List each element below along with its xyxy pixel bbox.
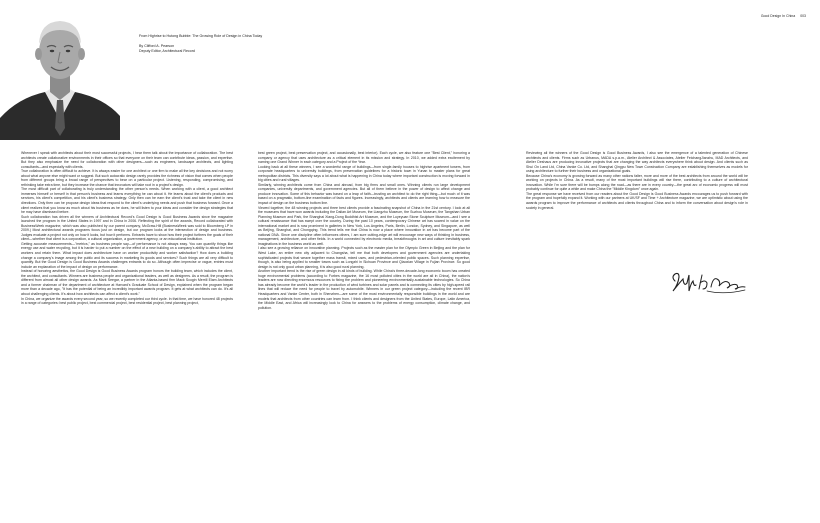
column-1 [21,151,233,509]
author-portrait [0,0,120,140]
running-title: Good Design In China [760,14,796,18]
article-title: From Highrise to Hutong Bubble: The Growing Role of Design in China Today [139,34,263,38]
paragraph: The great response we have received from our readers about the Good Design is Good Business Awards encourages us to push forward with the program and hopefully expand it. Working with our partners at UK/SF and Time + Architecture magazine, we are optimistic about using the awards program to improve the performance of architects and clients throughout China and to inform the conversation about design's role in society in general. [526,191,748,210]
paragraph: In China, we organize the awards every second year, so we recently completed our third cycle. In that time, we have honored 48 projects in a range of categories: best public project, best commercial project, best residential project, best planning project, [21,296,233,306]
author-signature [669,269,749,299]
running-head [761,14,806,18]
paragraph: Getting accurate measurements—"metrics," as business people say—of performance is not always easy. You can quantify things like energy use and water recycling, but it is harder to put a number on the effect of a new building on a company's ability to attract the best workers and retain them. What impact does architecture have on worker productivity and worker satisfaction? How does a building change a company's image among the public and its success in marketing its goods and services? Such things are all very difficult to quantify. But the Good Design is Good Business Awards challenges entrants to do so. Although often imprecise or vague, entries must include an explanation of the impact of design on performance. [21,241,233,269]
paragraph: I also see a growing reliance on innovative planning. Projects such as the master plan for the Olympic Green in Beijing and the plan for West Lake, an entire new city adjacent to Changsha, tell me that both developers and government agencies are undertaking sophisticated projects that weave together mass transit, mixed uses, and pedestrian-oriented public spaces. Such planning expertise, though, is also being applied to smaller towns such as Longzhi in Sichuan Province and Qiaoxian Village in Fujian Province. So good design is not only good urban planning, it is also good rural planning. [258,246,470,269]
page-number: 003 [800,14,806,18]
column-3 [526,151,748,509]
paragraph: Whenever I speak with architects about their most successful projects, I hear them talk about the importance of collaboration. The best architects create collaborative environments in their offices so that everyone on their team can contribute ideas, passion, and expertise. But they also emphasize the need for collaboration with other designers—such as engineers, landscape architects, and lighting consultants—and especially with clients. [21,151,233,169]
paragraph: The most difficult part of collaborating is truly understanding the other person's needs. When working with a client, a good architect immerses himself or herself in that person's business and learns everything he can about it. He learns about the client's products and services, his client's competition, and his client's business strategy. Only then can he earn the client's trust and take the client in new directions. Only then can he propose design ideas that respond to the client's underlying needs and push that business forward. Once a client realizes that you know as much about his business as he does, he will listen to your ideas and consider the design strategies that he may have dismissed before. [21,187,233,215]
column-2 [258,151,470,509]
paragraph: Such collaboration has driven all the winners of Architectural Record's Good Design is Good Business Awards since the magazine launched the program in the United States in 1997 and in China in 2006. Reflecting the spirit of the awards, Record collaborated with BusinessWeek magazine, which was also published by our parent company, McGraw-Hill (BusinessWeek was sold to Bloomberg LP in 2009.) Most architectural awards programs focus just on design, but our program looks at the intersection of design and business. Judges evaluate a project not only on how it looks, but how it performs. Entrants have to show how their project furthers the goals of their client—whether that client is a corporation, a cultural organization, a government agency, or an educational institution. [21,214,233,242]
article-title-block [139,34,399,53]
signature-icon [669,269,749,299]
author-photo-icon [0,0,120,140]
paragraph: Because China's economy is growing forward as many other nations falter, more and more of the best architects from around the world will be working on projects in China. As a result, many of the most important buildings will rise there, contributing to a culture of architectural innovation. While I'm sure there will be bumps along the road—as there are in every country—the great arc of economic progress will most probably continue for quite a while and make China the "Middle Kingdom" once again. [526,173,748,192]
author-role: Deputy Editor, Architectural Record [139,48,195,53]
paragraph: Instead of honoring aesthetics, the Good Design is Good Business Awards program honors the building team, which includes the client, the architect, and consultants. Winners are business people and organizational leaders, as well as designers. As a result, the program is different from almost all other design awards. As Mark Seegar, a partner in the Atlanta-based firm Mack Scogin Merrill Elam Architects and a former chairman of the department of architecture at Harvard's Graduate School of Design, explained when the program began more than a decade ago, "It has the potential of being an incredibly important awards program. It gets at what architects can do. It's all about challenging clients. It's about how architects can affect a client's work." [21,269,233,296]
byline: By Clifford A. Pearson [139,43,175,48]
paragraph: Reviewing all the winners of the Good Design is Good Business Awards, I also see the emergence of a talented generation of Chinese architects and clients. Firms such as Urbanus, MADA s.p.a.m., Atelier Architect & Associates, Atelier FeichangJianzhu, MAD Architects, and Atelier Deshaus are producing innovative projects that are changing the way architects everywhere think about design. And clients such as Shui On Land Ltd, China Vanke Co. Ltd, and Shanghai Qingpu New Town Construction Company are establishing themselves as models for using architecture to further their business and organizational goals. [526,151,748,174]
paragraph: best green project, best preservation project, and occasionally, best interior). Each cycle, we also feature one "Best Client," honoring a company or agency that uses architecture as a critical element in its mission and strategy. In 2010, we added extra excitement by naming one Grand Winner in each category and a Project of the Year. [258,151,470,165]
paragraph: Viewed together, the 48 winning projects and three best clients provide a fascinating snapshot of China in the 21st century. I look at all the museums that have won awards including the Dalian Art Museum, the Liangzhu Museum, the Suzhou Museum, the Tangshan Urban Planning Museum and Park, the Shanghai Xiang-Dong Buddhist Art Museum, and the Luyeyuan Stone Sculpture Museum—and I see a cultural renaissance that has swept over the country. During the past 10 years, contemporary Chinese art has soared in value on the international market and is now prominent in galleries in New York, Los Angeles, Paris, Berlin, London, Sydney, and Singapore, as well as Beijing, Shanghai, and Chongqing. This trend tells me that China is now a place where innovation in art has become part of the national DNA. Since one discipline often influences others, I am sure cutting-edge art will encourage new ways of thinking in business, management, architecture, and other fields. In a world connected by electronic media, breakthroughs in art and culture inevitably spark imaginations in the business world as well. [258,205,470,246]
paragraph: Looking back at all these winners, I see a wonderful range of buildings—from single-family houses to highrise apartment towers, from corporate headquarters to university buildings, from preservation guidelines for a historic town in Yunan to master plans for great metropolitan districts. This diversity says a lot about what is happening in China today where important construction is moving forward in big cities and rural villages. [258,164,470,183]
paragraph: Similarly, winning architects come from China and abroad, from big firms and small ones. Winning clients run large development companies, university departments, and government agencies. But all of them believe in the power of design to affect change and produce innovation. Some of this behavior was based on a leap of faith—trusting an architect to do the right thing—but much of it was based on a pragmatic, bottom-line examination of facts and figures. Increasingly, architects and clients are learning how to measure the impact of design on the business bottom line. [258,182,470,206]
paragraph: Another important trend is the rise of green design in all kinds of building. While China's three-decade-long economic boom has created huge environmental problems (according to Forbes magazine, the 16 most polluted cities in the world are all in China), the nation's leaders are now directing enormous resources to fixing the problem and pioneering environmentally-sustainable technologies. So China has already become the world's leader in the production of wind turbines and solar panels and is connecting its cities by high-speed rail lines that will reduce the need for people to travel by automobile. Winners in our green project category—including the recent IBR Headquarters and Vanke Center, both in Shenzhen—are some of the most environmentally responsible buildings in the world and are models that architects from other countries can learn from. I think clients and designers from the United States, Europe, Latin America, the Middle East, and Africa will increasingly look to China for answers to the problems of energy consumption, climate change, and pollution. [258,269,470,310]
paragraph: True collaboration is often difficult to achieve. It is always easier for one architect or one firm to make all the key decisions and not worry about what anyone else might want or suggest. But such autocratic design rarely provides the richness of vision that comes when people from different groups bring a broad range of perspectives to bear on a particular project. Listening, responding, compromising, and rethinking take extra time, but they increase the chance that innovators will take root in a project's design. [21,169,233,187]
